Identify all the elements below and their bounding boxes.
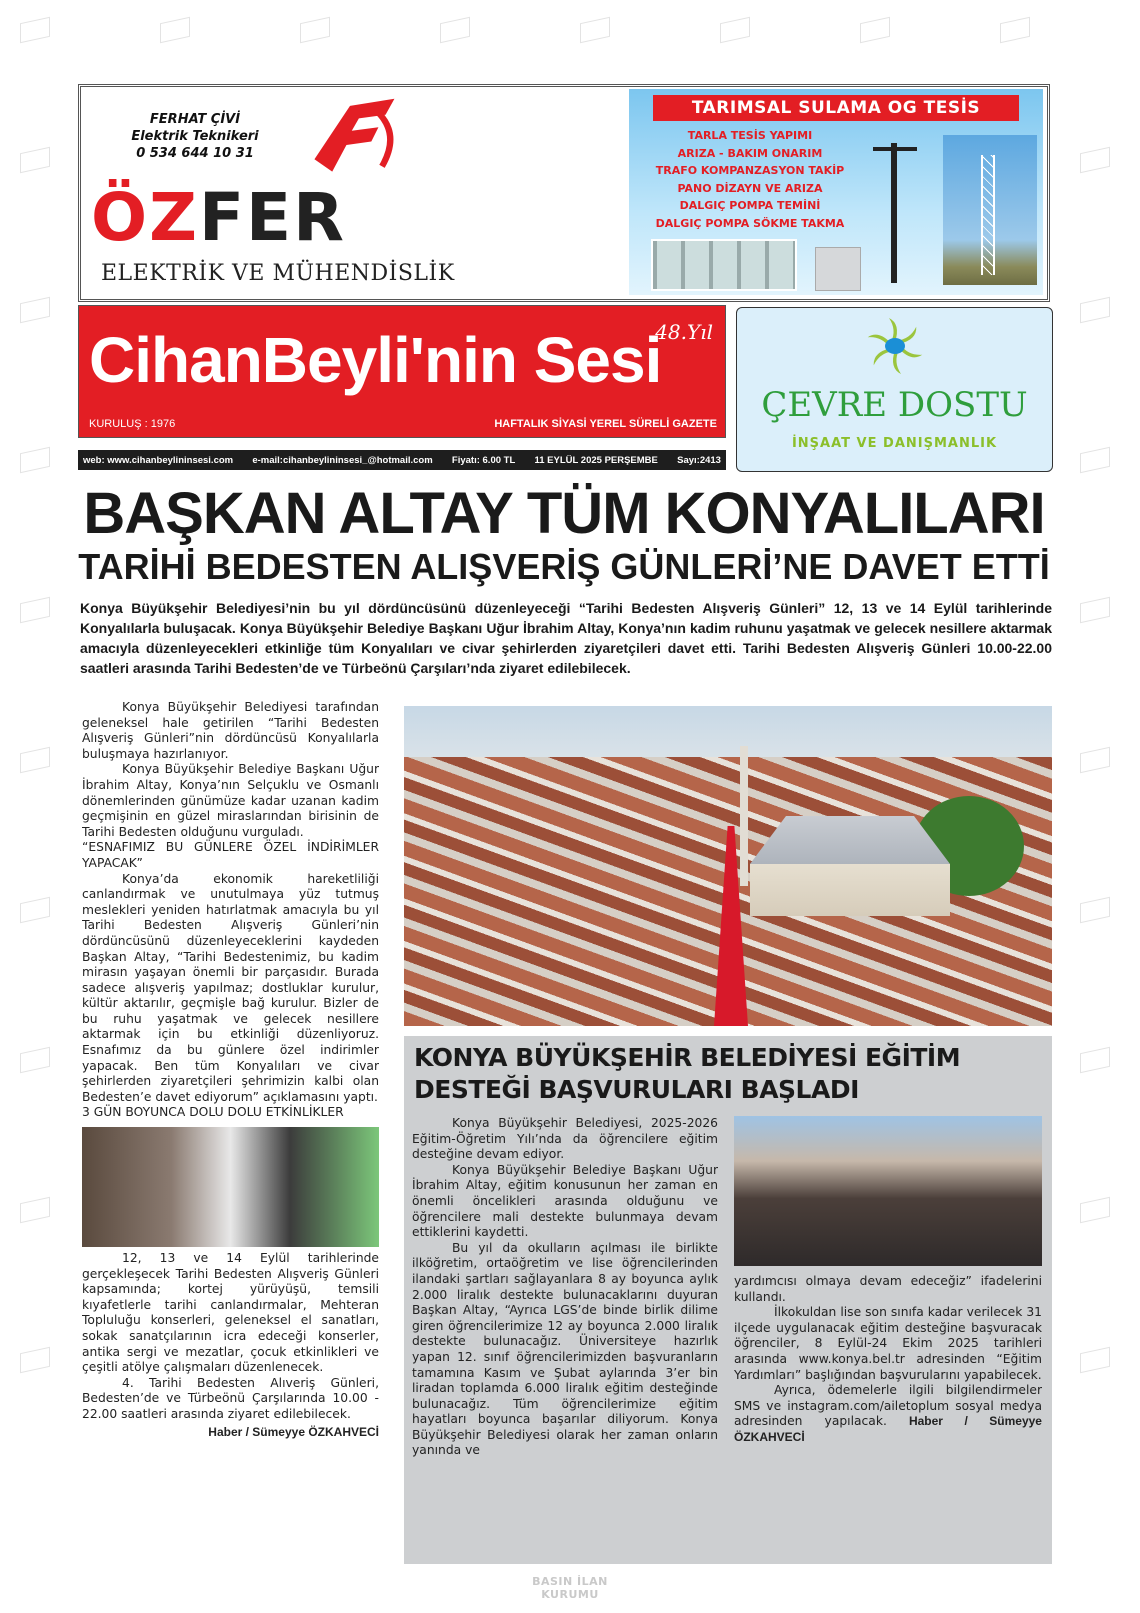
article-paragraph: Konya Büyükşehir Belediye Başkanı Uğur İbrahim Altay, Konya’nın Selçuklu ve Osmanlı dönemlerinden günümüze kadar uzanan kadim geçmişinin en güzel miraslarından birisinin de Tarihi Bedesten olduğunu vurguladı. bbox=[82, 762, 379, 839]
brand-red-part: ÖZ bbox=[91, 179, 199, 256]
cevre-dostu-subtitle: İNŞAAT VE DANIŞMANLIK bbox=[791, 436, 998, 451]
education-title-line: KONYA BÜYÜKŞEHİR BELEDİYESİ EĞİTİM bbox=[414, 1043, 961, 1072]
info-bar bbox=[78, 450, 726, 470]
power-pole-image bbox=[891, 143, 897, 283]
founded-year: KURULUŞ : 1976 bbox=[89, 418, 176, 430]
year-badge: 48.Yıl bbox=[655, 320, 713, 344]
watermark-box-icon bbox=[20, 1347, 50, 1373]
watermark-box-icon bbox=[20, 17, 50, 43]
watermark-box-icon bbox=[1080, 447, 1110, 473]
mosque-shape bbox=[750, 816, 950, 916]
ozfer-ad bbox=[87, 91, 627, 295]
education-paragraph: Bu yıl da okulların açılması ile birlikte ilköğretim, ortaöğretim ve lise öğrencilerinden ilandaki şartları sağlayanlara 8 ay boyunca aylık 2.000 liralık destekte bulunacaklarını duyuran Başkan Altay, “Ayrıca LGS’de binde birlik dilime giren öğrencilerimize 12 ay boyunca 2.000 liralık destekte bulunacağız. Üniversiteye hazırlık yapan 12. sınıf öğrencilerimizden başvuranların tamamına Kasım ve Şubat aylarında 3’er bin liradan toplamda 6.000 liralık eğitim desteğinde bulunacağız. Tüm öğrencilerimize eğitim hayatları boyunca başarılar diliyorum. Konya Büyükşehir Belediyesi olarak her zaman onların yanında ve bbox=[412, 1240, 718, 1458]
issue-number: Sayı:2413 bbox=[677, 454, 721, 466]
watermark bbox=[532, 1575, 608, 1601]
watermark-box-icon bbox=[20, 747, 50, 773]
price: Fiyatı: 6.00 TL bbox=[451, 454, 516, 466]
article-left-column bbox=[82, 700, 379, 1560]
cevre-dostu-name: ÇEVRE DOSTU bbox=[761, 385, 1028, 425]
education-paragraph: yardımcısı olmaya devam edeceğiz” ifadelerini kullandı. bbox=[734, 1274, 1042, 1304]
ozfer-subtitle: ELEKTRİK VE MÜHENDİSLİK bbox=[101, 261, 455, 286]
watermark-box-icon bbox=[440, 17, 470, 43]
education-paragraph bbox=[734, 1383, 1042, 1445]
top-advertisement bbox=[78, 84, 1050, 302]
watermark-box-icon bbox=[1080, 297, 1110, 323]
tarim-ad-title: TARIMSAL SULAMA OG TESİS bbox=[653, 95, 1019, 121]
watermark-box-icon bbox=[20, 447, 50, 473]
watermark-box-icon bbox=[1000, 17, 1030, 43]
email-link[interactable]: e-mail:cihanbeylininsesi_@hotmail.com bbox=[252, 454, 433, 466]
education-title bbox=[414, 1042, 1042, 1106]
watermark-box-icon bbox=[580, 17, 610, 43]
minaret-shape bbox=[740, 746, 748, 886]
article-paragraph: 4. Tarihi Bedesten Alıveriş Günleri, Bedesten’de ve Türbeönü Çarşılarında 10.00 - 22.00 saatleri arasında ziyaret edilebilecek. bbox=[82, 1375, 379, 1421]
watermark-box-icon bbox=[20, 597, 50, 623]
education-article bbox=[404, 1036, 1052, 1564]
lead-line: ve gelecek nesillere aktarmak amacıyla düzenleyecekleri etkinliğe tüm Konyalıları ve civar şehirlerden ziyaretçileri davet etti. bbox=[80, 620, 1052, 656]
education-paragraph: Konya Büyükşehir Belediye Başkanı Uğur İbrahim Altay, eğitim konusunun her zaman en önemli öncelikleri arasında olduğunu ve öğrencilere mali destekte bulunmaya devam ettiklerini kaydetti. bbox=[412, 1162, 718, 1240]
watermark-box-icon bbox=[20, 147, 50, 173]
watermark-box-icon bbox=[300, 17, 330, 43]
main-headline bbox=[78, 483, 1050, 589]
watermark-text: KURUMU bbox=[541, 1588, 599, 1601]
watermark-box-icon bbox=[20, 297, 50, 323]
article-byline: Haber / Sümeyye ÖZKAHVECİ bbox=[208, 1424, 379, 1439]
article-paragraph: Konya’da ekonomik hareketliliği canlandırmak ve unutulmaya yüz tutmuş meslekleri yeniden hatırlatmak amacıyla bu yıl Tarihi Bedesten Alışveriş Günleri’nin dördüncüsünü düzenleyeceklerini kaydeden Başkan Altay, “Tarihi Bedestenimiz, bu kadim mirasın yaşayan önemli bir parçasıdır. Burada sadece alışveriş yapılmaz; dostluklar kurulur, kültür aktarılır, geçmişle bağ kurulur. Bizler de bu ruhu yaşatmak ve gelecek nesillere aktarmak için bu etkinliği düzenliyoruz. Esnafımız da bu günlere özel indirimler yapacak. Ben tüm Konyalıları ve civar şehirlerden ziyaretçileri şehrimizin kalbi olan Bedesten’e davet ediyorum” açıklamasını yaptı. bbox=[82, 871, 379, 1104]
education-paragraph: İlkokuldan lise son sınıfa kadar verilecek 31 ilçede uygulanacak eğitim desteğine başvuracak öğrenciler, 8 Eylül-24 Ekim 2025 tarihleri arasında www.konya.bel.tr adresinden “Eğitim Yardımları” başlığından başvurularını yapabilecek. bbox=[734, 1305, 1042, 1382]
watermark-box-icon bbox=[20, 1047, 50, 1073]
transformer-tower-photo bbox=[943, 135, 1037, 285]
lead-line: Tarihi Bedesten Alışveriş Günleri 10.00-22.00 saatleri arasında Tarihi Bedesten’de ve Türbeönü Çarşıları’nda ziyaret edilebilecek. bbox=[80, 640, 1053, 676]
bedesten-aerial-photo bbox=[404, 706, 1052, 1026]
watermark-box-icon bbox=[1080, 1197, 1110, 1223]
article-subheading: “ESNAFIMIZ BU GÜNLERE ÖZEL İNDİRİMLER YAPACAK” bbox=[82, 840, 379, 870]
watermark-box-icon bbox=[860, 17, 890, 43]
education-title-line: DESTEĞİ BAŞVURULARI BAŞLADI bbox=[414, 1075, 859, 1104]
service-item: ARIZA - BAKIM ONARIM bbox=[677, 146, 823, 160]
ozfer-contact bbox=[105, 111, 285, 162]
contact-phone: 0 534 644 10 31 bbox=[136, 146, 254, 161]
contact-title: Elektrik Teknikeri bbox=[131, 129, 259, 144]
article-paragraph: Konya Büyükşehir Belediyesi tarafından geleneksel hale getirilen “Tarihi Bedesten Alışveriş Günleri”nin dördüncüsü Konyalılarla buluşmaya hazırlanıyor. bbox=[82, 700, 379, 761]
website-link[interactable]: web: www.cihanbeylininsesi.com bbox=[83, 454, 234, 466]
contact-name: FERHAT ÇİVİ bbox=[149, 112, 241, 127]
education-byline: Haber / Sümeyye ÖZKAHVECİ bbox=[734, 1414, 1042, 1444]
service-item: PANO DİZAYN VE ARIZA bbox=[677, 181, 823, 195]
service-item: TRAFO KOMPANZASYON TAKİP bbox=[655, 164, 845, 177]
students-crowd-photo bbox=[734, 1116, 1042, 1266]
education-paragraph: Konya Büyükşehir Belediyesi, 2025-2026 Eğitim-Öğretim Yılı’nda da öğrencilere eğitim desteğine devam ediyor. bbox=[412, 1116, 718, 1162]
ozfer-brand bbox=[91, 179, 346, 256]
service-item: DALGIÇ POMPA TEMİNİ bbox=[679, 199, 821, 212]
watermark-box-icon bbox=[1080, 597, 1110, 623]
tarim-services-list bbox=[635, 127, 865, 232]
headline-subtitle: TARİHİ BEDESTEN ALIŞVERİŞ GÜNLERİ’NE DAVET ETTİ bbox=[78, 546, 1050, 587]
headline-title: BAŞKAN ALTAY TÜM KONYALILARI bbox=[83, 483, 1045, 546]
newspaper-name: CihanBeyli'nin Sesi bbox=[89, 324, 662, 396]
watermark-box-icon bbox=[1080, 897, 1110, 923]
article-paragraph: 12, 13 ve 14 Eylül tarihlerinde gerçekleşecek Tarihi Bedesten Alışveriş Günleri kapsamında; kortej yürüyüşü, temsili kıyafetlerle tarihi canlandırmalar, Mehteran Topluluğu konserleri, geleneksel el sanatları, sokak sanatçılarının icra edeceği konserler, antika sergi ve mezatlar, çocuk etkinlikleri ve çeşitli atölye çalışmaları düzenlenecek. bbox=[82, 1251, 379, 1375]
electrical-box-image bbox=[815, 247, 861, 291]
lead-paragraph bbox=[80, 598, 1052, 678]
lead-line: tarihlerinde Konyalılarla buluşacak. Konya Büyükşehir Belediye Başkanı Uğur İbrahim Altay, Konya’nın kadim ruhunu yaşatmak bbox=[80, 600, 1052, 636]
masthead-tagline: HAFTALIK SİYASİ YEREL SÜRELİ GAZETE bbox=[494, 418, 717, 430]
ozfer-f-logo-icon bbox=[295, 97, 405, 177]
mayor-with-children-photo bbox=[82, 1127, 379, 1247]
watermark-box-icon bbox=[1080, 747, 1110, 773]
tower-icon bbox=[981, 155, 995, 275]
watermark-footer bbox=[0, 1568, 1140, 1608]
watermark-box-icon bbox=[1080, 147, 1110, 173]
lead-line: Konya Büyükşehir Belediyesi’nin bu yıl dördüncüsünü düzenleyeceği “Tarihi Bedesten Alışveriş Günleri” 12, 13 ve 14 Eylül bbox=[80, 600, 968, 616]
education-left-column bbox=[412, 1116, 718, 1556]
pinwheel-sun-icon bbox=[863, 318, 927, 374]
service-item: DALGIÇ POMPA SÖKME TAKMA bbox=[655, 216, 845, 230]
watermark-box-icon bbox=[20, 1197, 50, 1223]
education-right-column bbox=[734, 1274, 1042, 1558]
watermark-box-icon bbox=[160, 17, 190, 43]
watermark-box-icon bbox=[1080, 1047, 1110, 1073]
tarim-ad bbox=[629, 89, 1043, 295]
watermark-box-icon bbox=[720, 17, 750, 43]
education-paragraph-text: Ayrıca, ödemelerle ilgili bilgilendirmeler SMS ve instagram.com/ailetoplum sosyal medya adresinden yapılacak. bbox=[734, 1383, 1042, 1429]
brand-black-part: FER bbox=[198, 179, 346, 256]
watermark-box-icon bbox=[1080, 1347, 1110, 1373]
watermark-box-icon bbox=[20, 897, 50, 923]
issue-date: 11 EYLÜL 2025 PERŞEMBE bbox=[534, 454, 658, 466]
cevre-dostu-ad bbox=[736, 307, 1053, 472]
watermark-text: BASIN İLAN bbox=[532, 1575, 608, 1588]
masthead bbox=[78, 305, 726, 438]
service-item: TARLA TESİS YAPIMI bbox=[687, 129, 813, 142]
electrical-panel-image bbox=[651, 239, 797, 291]
article-subheading: 3 GÜN BOYUNCA DOLU DOLU ETKİNLİKLER bbox=[82, 1105, 344, 1120]
